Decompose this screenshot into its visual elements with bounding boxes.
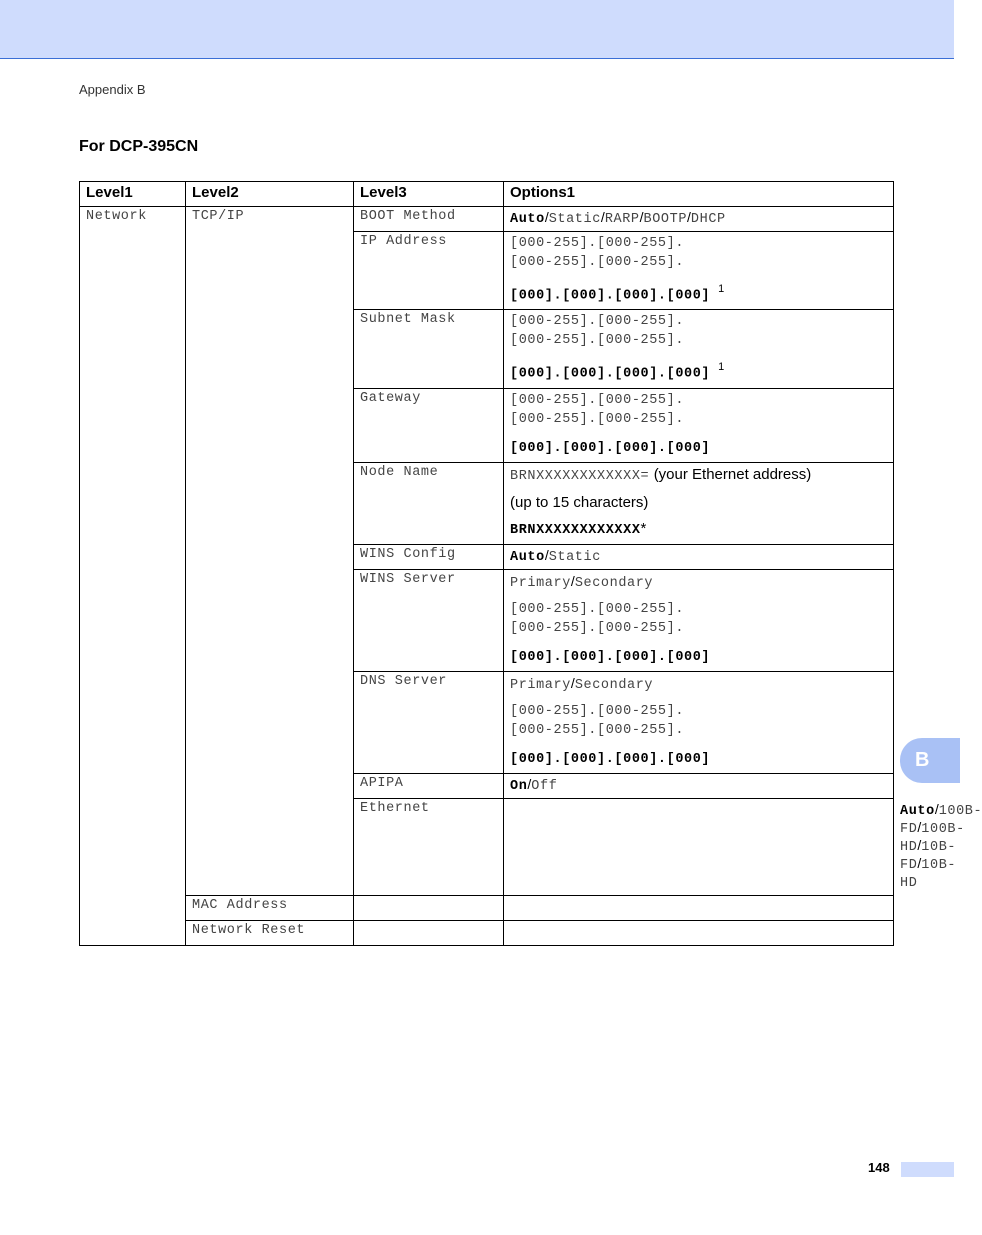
default-value: [000].[000].[000].[000] (510, 751, 711, 767)
footnote-ref: 1 (718, 361, 725, 374)
level2-ethernet: Ethernet (354, 798, 504, 895)
default-value: [000].[000].[000].[000] (510, 288, 711, 304)
options-boot-method: Auto/Static/RARP/BOOTP/DHCP (504, 207, 894, 232)
level3-empty (504, 798, 894, 895)
options-wins-config: Auto/Static (504, 544, 894, 569)
page-number-bar (901, 1162, 954, 1177)
level2-network-reset: Network Reset (186, 920, 354, 945)
level3-ip-address: IP Address (354, 232, 504, 310)
default-value: [000].[000].[000].[000] (510, 440, 711, 456)
options-ip-address: [000-255].[000-255]. [000-255].[000-255]. [000].[000].[000].[000] $^1$ (504, 232, 894, 310)
default-value: Auto (510, 549, 545, 565)
table-header-row (80, 182, 894, 207)
level3-dns-server: DNS Server (354, 671, 504, 773)
default-value: BRNXXXXXXXXXXXX (510, 522, 641, 538)
default-value: Auto (900, 803, 935, 819)
default-value: On (510, 778, 528, 794)
default-value: [000].[000].[000].[000] (510, 366, 711, 382)
level3-empty (354, 895, 504, 920)
network-menu-table (79, 181, 982, 946)
footnote-ref: 1 (718, 283, 725, 295)
level3-boot-method: BOOT Method (354, 207, 504, 232)
options-empty (504, 895, 894, 920)
level3-wins-server: WINS Server (354, 569, 504, 671)
options-empty (504, 920, 894, 945)
level3-gateway: Gateway (354, 388, 504, 462)
table-row (80, 207, 894, 232)
options-subnet-mask: [000-255].[000-255]. [000-255].[000-255]. [000].[000].[000].[000] $^1$ (504, 310, 894, 388)
table-row: Ethernet Auto/100B-FD/100B-HD/10B-FD/10B-HD (80, 798, 894, 895)
table-row (80, 895, 894, 920)
level1-network: Network (80, 207, 186, 946)
column-header-level2: Level2 (186, 182, 354, 207)
options-gateway: [000-255].[000-255]. [000-255].[000-255]. [000].[000].[000].[000] (504, 388, 894, 462)
table-row (80, 920, 894, 945)
options-dns-server: Primary/Secondary [000-255].[000-255]. [000-255].[000-255]. [000].[000].[000].[000] (504, 671, 894, 773)
appendix-side-tab: B (900, 738, 960, 783)
level3-empty (354, 920, 504, 945)
default-value: [000].[000].[000].[000] (510, 649, 711, 665)
level3-subnet-mask: Subnet Mask (354, 310, 504, 388)
level2-tcpip: TCP/IP (186, 207, 354, 896)
level3-node-name: Node Name (354, 462, 504, 544)
level3-wins-config: WINS Config (354, 544, 504, 569)
column-header-level1: Level1 (80, 182, 186, 207)
section-title: For DCP-395CN (79, 138, 199, 155)
page-number: 148 (868, 1160, 890, 1175)
level2-mac-address: MAC Address (186, 895, 354, 920)
header-band (0, 0, 954, 59)
level3-apipa: APIPA (354, 773, 504, 798)
default-value: Auto (510, 212, 545, 227)
running-header: Appendix B (79, 82, 146, 97)
options-wins-server: Primary/Secondary [000-255].[000-255]. [000-255].[000-255]. [000].[000].[000].[000] (504, 569, 894, 671)
column-header-level3: Level3 (354, 182, 504, 207)
options-apipa: On/Off (504, 773, 894, 798)
options-node-name: BRNXXXXXXXXXXXX= (your Ethernet address) (up to 15 characters) BRNXXXXXXXXXXXX* (504, 462, 894, 544)
column-header-options1: Options1 (504, 182, 894, 207)
